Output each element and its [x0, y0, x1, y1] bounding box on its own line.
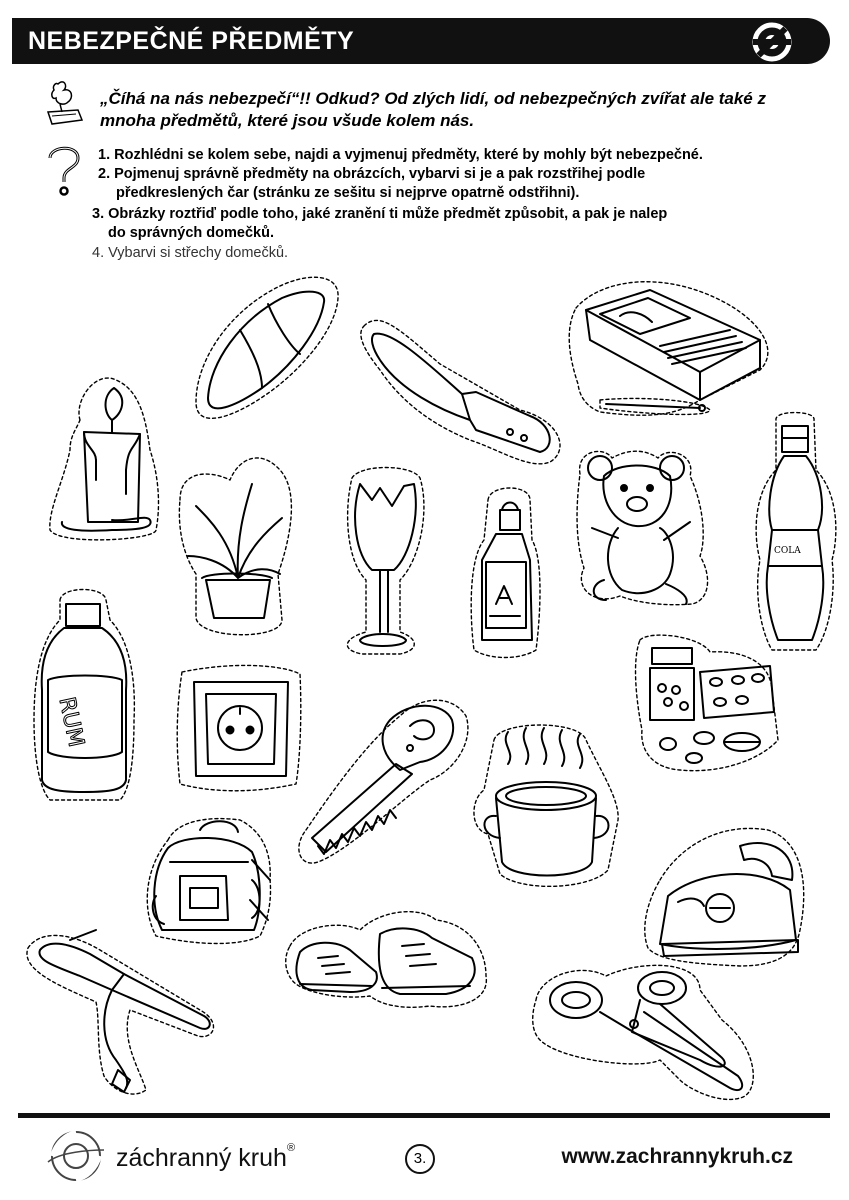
plant-cutout[interactable] — [179, 458, 291, 635]
instruction-2: 2. Pojmenuj správně předměty na obrázcích, vybarvi si je a pak rozstřihej podle — [98, 166, 646, 182]
cola-bottle-cutout[interactable] — [756, 413, 836, 651]
rum-bottle-cutout[interactable] — [34, 590, 134, 801]
page-number: 3. — [405, 1144, 435, 1174]
croissant-cutout[interactable] — [196, 277, 338, 418]
electrical-socket-cutout[interactable] — [177, 665, 301, 790]
hot-pot-cutout[interactable] — [474, 725, 618, 886]
medicine-pills-cutout[interactable] — [636, 635, 778, 771]
cola-label: COLA — [774, 546, 801, 556]
knife-cutout[interactable] — [361, 320, 560, 463]
zachranny-kruh-logo-icon — [42, 1128, 110, 1184]
matchbox-cutout[interactable] — [569, 282, 768, 415]
brand-name: záchranný kruh® — [116, 1142, 296, 1172]
scissors-cutout[interactable] — [533, 965, 754, 1099]
rum-label: RUM — [53, 694, 89, 750]
backpack-cutout[interactable] — [147, 819, 270, 944]
shoes-cutout[interactable] — [286, 912, 487, 1008]
page-title: NEBEZPEČNÉ PŘEDMĚTY — [28, 27, 355, 55]
instruction-4: 4. Vybarvi si střechy domečků. — [92, 245, 289, 261]
instruction-3: 3. Obrázky roztřiď podle toho, jaké zranění ti může předmět způsobit, a pak je nalep — [92, 206, 668, 222]
saw-cutout[interactable] — [299, 700, 468, 863]
instruction-3-cont: do správných domečků. — [108, 225, 274, 241]
broken-glass-cutout[interactable] — [347, 468, 424, 655]
intro-text: „Číhá na nás nebezpečí“!! Odkud? Od zlých lidí, od nebezpečných zvířat ale také z mnoha předmětů, které jsou všude kolem nás. — [100, 89, 766, 130]
footer-divider — [18, 1113, 830, 1118]
iron-cutout[interactable] — [645, 828, 804, 966]
chemical-bottle-cutout[interactable] — [471, 488, 540, 658]
curling-iron-cutout[interactable] — [27, 930, 214, 1094]
teddy-bear-cutout[interactable] — [577, 451, 708, 604]
instruction-2-cont: předkreslených čar (stránku ze sešitu si nejprve opatrně odstřihni). — [116, 185, 580, 201]
website-url[interactable]: www.zachrannykruh.cz — [561, 1145, 793, 1168]
instruction-1: 1. Rozhlédni se kolem sebe, najdi a vyjmenuj předměty, které by mohly být nebezpečné. — [98, 147, 703, 163]
candle-cutout[interactable] — [50, 378, 159, 540]
